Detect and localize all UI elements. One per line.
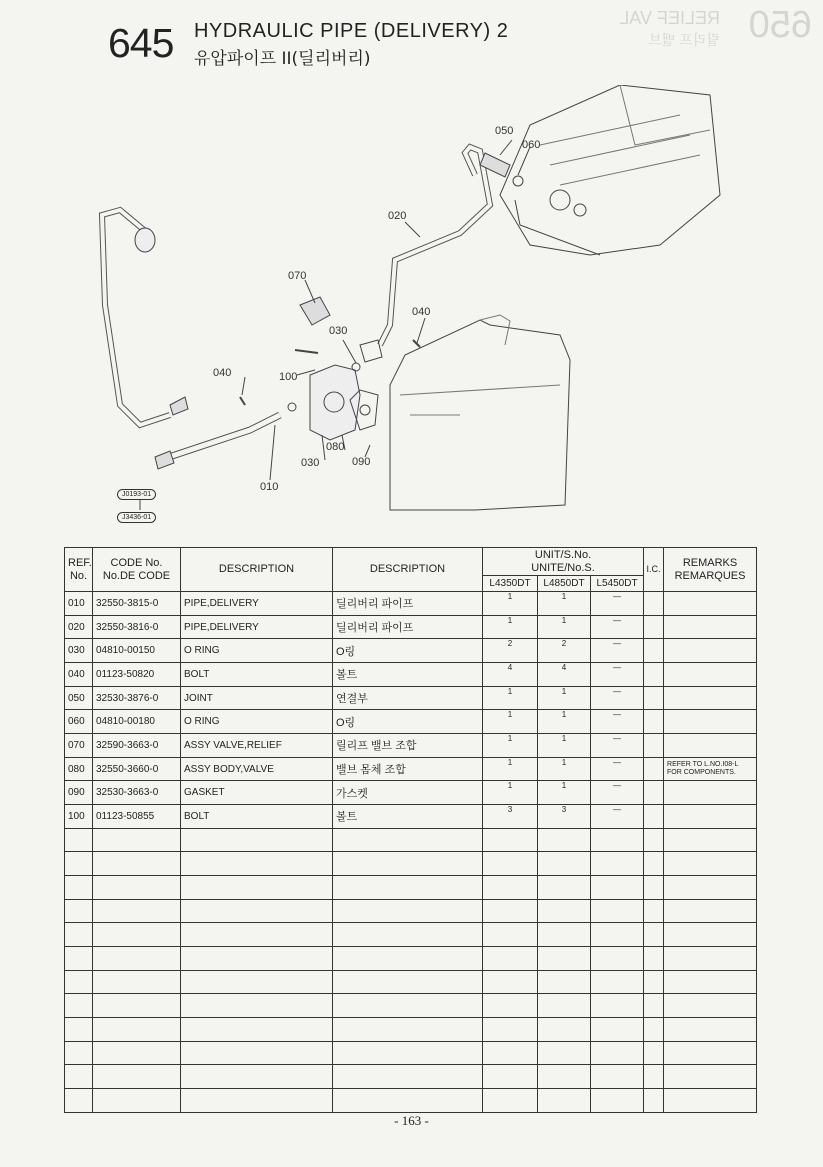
header-model-2: L4850DT bbox=[538, 576, 591, 592]
qty-model-3-cell: — bbox=[591, 592, 644, 616]
table-row bbox=[65, 734, 757, 758]
description-kr-cell bbox=[333, 828, 483, 852]
remarks-cell bbox=[664, 923, 757, 947]
qty-model-3-cell: — bbox=[591, 663, 644, 687]
remarks-cell bbox=[664, 781, 757, 805]
table-row-empty bbox=[65, 876, 757, 900]
table-row-empty bbox=[65, 852, 757, 876]
callout-100: 100 bbox=[279, 371, 298, 383]
description-kr-cell: 밸브 몸체 조합 bbox=[333, 757, 483, 781]
remarks-cell bbox=[664, 757, 757, 781]
qty-model-2-cell bbox=[538, 1065, 591, 1089]
section-number: 645 bbox=[108, 20, 174, 66]
page-subtitle: 유압파이프 II(딜리버리) bbox=[194, 49, 371, 69]
description-kr-cell bbox=[333, 852, 483, 876]
code-cell bbox=[93, 876, 181, 900]
remarks-cell bbox=[664, 994, 757, 1018]
ic-cell bbox=[644, 592, 664, 616]
serial-end-label: J3436-01 bbox=[117, 512, 156, 523]
description-en-cell bbox=[181, 1018, 333, 1042]
remarks-cell bbox=[664, 1018, 757, 1042]
code-cell bbox=[93, 923, 181, 947]
ic-cell bbox=[644, 781, 664, 805]
code-cell: 32530-3876-0 bbox=[93, 686, 181, 710]
qty-model-2-cell: 1 bbox=[538, 757, 591, 781]
description-kr-cell: 연결부 bbox=[333, 686, 483, 710]
code-cell: 32550-3816-0 bbox=[93, 615, 181, 639]
remarks-cell bbox=[664, 615, 757, 639]
table-row-empty bbox=[65, 1065, 757, 1089]
ref-cell: 090 bbox=[65, 781, 93, 805]
description-kr-cell bbox=[333, 1018, 483, 1042]
qty-model-3-cell: — bbox=[591, 734, 644, 758]
remarks-cell bbox=[664, 852, 757, 876]
table-row-empty bbox=[65, 1089, 757, 1113]
description-en-cell bbox=[181, 923, 333, 947]
remarks-line: FOR COMPONENTS. bbox=[667, 769, 736, 777]
callout-070: 070 bbox=[288, 270, 307, 282]
description-en-cell bbox=[181, 1065, 333, 1089]
qty-model-1-cell: 4 bbox=[483, 663, 538, 687]
ref-cell bbox=[65, 1018, 93, 1042]
table-row-empty bbox=[65, 1018, 757, 1042]
qty-model-3-cell bbox=[591, 947, 644, 971]
ghost-page-number: 650 bbox=[748, 4, 812, 46]
ic-cell bbox=[644, 639, 664, 663]
table-row-empty bbox=[65, 1041, 757, 1065]
qty-model-3-cell bbox=[591, 876, 644, 900]
ref-cell bbox=[65, 852, 93, 876]
callout-030-upper: 030 bbox=[329, 325, 348, 337]
qty-model-2-cell bbox=[538, 970, 591, 994]
remarks-cell bbox=[664, 828, 757, 852]
ic-cell bbox=[644, 1065, 664, 1089]
description-en-cell: JOINT bbox=[181, 686, 333, 710]
callout-030-lower: 030 bbox=[301, 457, 320, 469]
ref-cell bbox=[65, 970, 93, 994]
qty-model-1-cell: 1 bbox=[483, 757, 538, 781]
table-row-empty bbox=[65, 970, 757, 994]
qty-model-2-cell: 4 bbox=[538, 663, 591, 687]
qty-model-1-cell bbox=[483, 1065, 538, 1089]
table-row bbox=[65, 592, 757, 616]
remarks-cell bbox=[664, 947, 757, 971]
ic-cell bbox=[644, 876, 664, 900]
ref-cell bbox=[65, 947, 93, 971]
table-row bbox=[65, 639, 757, 663]
description-en-cell bbox=[181, 828, 333, 852]
header-unit: UNIT/S.No. UNITE/No.S. bbox=[483, 548, 644, 576]
qty-model-3-cell: — bbox=[591, 757, 644, 781]
qty-model-3-cell bbox=[591, 1089, 644, 1113]
table-row-empty bbox=[65, 828, 757, 852]
header-description-en: DESCRIPTION bbox=[181, 548, 333, 592]
description-en-cell bbox=[181, 994, 333, 1018]
qty-model-2-cell bbox=[538, 899, 591, 923]
description-en-cell bbox=[181, 899, 333, 923]
callout-060: 060 bbox=[522, 139, 541, 151]
ic-cell bbox=[644, 686, 664, 710]
remarks-cell bbox=[664, 1065, 757, 1089]
qty-model-1-cell bbox=[483, 899, 538, 923]
callout-050: 050 bbox=[495, 125, 514, 137]
description-en-cell: PIPE,DELIVERY bbox=[181, 592, 333, 616]
parts-table bbox=[64, 547, 757, 1113]
ic-cell bbox=[644, 899, 664, 923]
qty-model-1-cell: 1 bbox=[483, 686, 538, 710]
qty-model-2-cell bbox=[538, 828, 591, 852]
code-cell bbox=[93, 852, 181, 876]
qty-model-1-cell bbox=[483, 947, 538, 971]
remarks-line: REFER TO L.NO.I08-L bbox=[667, 761, 739, 769]
qty-model-3-cell bbox=[591, 1041, 644, 1065]
qty-model-3-cell bbox=[591, 1018, 644, 1042]
code-cell: 32550-3660-0 bbox=[93, 757, 181, 781]
description-en-cell bbox=[181, 947, 333, 971]
code-cell bbox=[93, 1018, 181, 1042]
ref-cell: 080 bbox=[65, 757, 93, 781]
ref-cell bbox=[65, 994, 93, 1018]
code-cell bbox=[93, 994, 181, 1018]
ic-cell bbox=[644, 1089, 664, 1113]
qty-model-1-cell bbox=[483, 828, 538, 852]
table-row-empty bbox=[65, 947, 757, 971]
qty-model-2-cell bbox=[538, 1089, 591, 1113]
description-en-cell: O RING bbox=[181, 710, 333, 734]
qty-model-2-cell: 1 bbox=[538, 686, 591, 710]
code-cell bbox=[93, 899, 181, 923]
remarks-cell bbox=[664, 734, 757, 758]
ref-cell bbox=[65, 1089, 93, 1113]
description-kr-cell: 릴리프 밸브 조합 bbox=[333, 734, 483, 758]
exploded-diagram bbox=[60, 85, 765, 535]
ic-cell bbox=[644, 947, 664, 971]
description-en-cell bbox=[181, 876, 333, 900]
qty-model-1-cell bbox=[483, 923, 538, 947]
qty-model-2-cell: 1 bbox=[538, 710, 591, 734]
qty-model-1-cell: 1 bbox=[483, 615, 538, 639]
ref-cell: 070 bbox=[65, 734, 93, 758]
qty-model-2-cell bbox=[538, 852, 591, 876]
description-en-cell: ASSY VALVE,RELIEF bbox=[181, 734, 333, 758]
qty-model-2-cell bbox=[538, 923, 591, 947]
qty-model-1-cell bbox=[483, 994, 538, 1018]
ic-cell bbox=[644, 828, 664, 852]
ic-cell bbox=[644, 710, 664, 734]
ref-cell bbox=[65, 876, 93, 900]
table-row-empty bbox=[65, 899, 757, 923]
table-row-empty bbox=[65, 994, 757, 1018]
ghost-subtitle: 릴리프 밸브 bbox=[648, 32, 720, 48]
qty-model-1-cell: 1 bbox=[483, 781, 538, 805]
code-cell: 04810-00180 bbox=[93, 710, 181, 734]
ref-cell bbox=[65, 1041, 93, 1065]
description-en-cell bbox=[181, 1089, 333, 1113]
qty-model-3-cell: — bbox=[591, 805, 644, 829]
ghost-title: RELIEF VAL bbox=[619, 8, 720, 28]
description-en-cell: BOLT bbox=[181, 663, 333, 687]
description-en-cell bbox=[181, 970, 333, 994]
remarks-cell bbox=[664, 663, 757, 687]
serial-start-label: J0193-01 bbox=[117, 489, 156, 500]
description-kr-cell: 볼트 bbox=[333, 805, 483, 829]
ic-cell bbox=[644, 1041, 664, 1065]
table-row-empty bbox=[65, 923, 757, 947]
description-kr-cell: O링 bbox=[333, 639, 483, 663]
qty-model-1-cell bbox=[483, 852, 538, 876]
header-ref: REF. No. bbox=[65, 548, 93, 592]
callout-010: 010 bbox=[260, 481, 279, 493]
ref-cell: 030 bbox=[65, 639, 93, 663]
table-row bbox=[65, 757, 757, 781]
code-cell: 04810-00150 bbox=[93, 639, 181, 663]
qty-model-3-cell bbox=[591, 970, 644, 994]
remarks-cell bbox=[664, 686, 757, 710]
qty-model-1-cell: 1 bbox=[483, 734, 538, 758]
qty-model-2-cell: 1 bbox=[538, 734, 591, 758]
ic-cell bbox=[644, 970, 664, 994]
callout-090: 090 bbox=[352, 456, 371, 468]
description-kr-cell: O링 bbox=[333, 710, 483, 734]
ref-cell: 010 bbox=[65, 592, 93, 616]
qty-model-1-cell: 1 bbox=[483, 592, 538, 616]
description-kr-cell bbox=[333, 947, 483, 971]
ref-cell bbox=[65, 899, 93, 923]
code-cell bbox=[93, 1041, 181, 1065]
qty-model-3-cell bbox=[591, 899, 644, 923]
remarks-cell bbox=[664, 970, 757, 994]
description-kr-cell: 딜리버리 파이프 bbox=[333, 615, 483, 639]
table-row bbox=[65, 781, 757, 805]
qty-model-2-cell bbox=[538, 994, 591, 1018]
qty-model-3-cell bbox=[591, 923, 644, 947]
ref-cell: 050 bbox=[65, 686, 93, 710]
ref-cell: 040 bbox=[65, 663, 93, 687]
remarks-cell bbox=[664, 1041, 757, 1065]
description-kr-cell bbox=[333, 876, 483, 900]
qty-model-1-cell bbox=[483, 1018, 538, 1042]
page-header bbox=[0, 0, 823, 80]
header-code: CODE No. No.DE CODE bbox=[93, 548, 181, 592]
qty-model-2-cell: 1 bbox=[538, 781, 591, 805]
ic-cell bbox=[644, 615, 664, 639]
qty-model-3-cell: — bbox=[591, 781, 644, 805]
remarks-cell bbox=[664, 1089, 757, 1113]
parts-rows bbox=[65, 592, 757, 1113]
qty-model-3-cell: — bbox=[591, 615, 644, 639]
remarks-cell bbox=[664, 876, 757, 900]
ref-cell: 020 bbox=[65, 615, 93, 639]
description-kr-cell bbox=[333, 1065, 483, 1089]
description-kr-cell bbox=[333, 1041, 483, 1065]
description-kr-cell: 딜리버리 파이프 bbox=[333, 592, 483, 616]
ic-cell bbox=[644, 994, 664, 1018]
page-footer: - 163 - bbox=[394, 1113, 429, 1128]
header-model-3: L5450DT bbox=[591, 576, 644, 592]
callout-040-left: 040 bbox=[213, 367, 232, 379]
qty-model-2-cell: 2 bbox=[538, 639, 591, 663]
header-ic: I.C. bbox=[644, 548, 664, 592]
ic-cell bbox=[644, 734, 664, 758]
code-cell bbox=[93, 1065, 181, 1089]
header-model-1: L4350DT bbox=[483, 576, 538, 592]
qty-model-3-cell: — bbox=[591, 710, 644, 734]
description-en-cell: PIPE,DELIVERY bbox=[181, 615, 333, 639]
qty-model-1-cell: 2 bbox=[483, 639, 538, 663]
callout-040-right: 040 bbox=[412, 306, 431, 318]
description-en-cell: ASSY BODY,VALVE bbox=[181, 757, 333, 781]
ref-cell: 100 bbox=[65, 805, 93, 829]
description-en-cell bbox=[181, 1041, 333, 1065]
description-kr-cell bbox=[333, 994, 483, 1018]
ref-cell bbox=[65, 828, 93, 852]
description-kr-cell bbox=[333, 923, 483, 947]
code-cell: 01123-50855 bbox=[93, 805, 181, 829]
qty-model-2-cell: 1 bbox=[538, 592, 591, 616]
qty-model-1-cell: 3 bbox=[483, 805, 538, 829]
qty-model-1-cell bbox=[483, 1041, 538, 1065]
description-en-cell: BOLT bbox=[181, 805, 333, 829]
callout-020: 020 bbox=[388, 210, 407, 222]
remarks-cell bbox=[664, 639, 757, 663]
qty-model-2-cell: 1 bbox=[538, 615, 591, 639]
code-cell: 01123-50820 bbox=[93, 663, 181, 687]
header-description-kr: DESCRIPTION bbox=[333, 548, 483, 592]
table-row bbox=[65, 805, 757, 829]
table-row bbox=[65, 710, 757, 734]
code-cell: 32530-3663-0 bbox=[93, 781, 181, 805]
qty-model-3-cell: — bbox=[591, 639, 644, 663]
remarks-cell bbox=[664, 805, 757, 829]
callout-080: 080 bbox=[326, 441, 345, 453]
page-title: HYDRAULIC PIPE (DELIVERY) 2 bbox=[194, 20, 509, 42]
table-row bbox=[65, 615, 757, 639]
description-en-cell: O RING bbox=[181, 639, 333, 663]
description-kr-cell: 가스켓 bbox=[333, 781, 483, 805]
qty-model-1-cell bbox=[483, 1089, 538, 1113]
qty-model-1-cell bbox=[483, 876, 538, 900]
qty-model-1-cell: 1 bbox=[483, 710, 538, 734]
code-cell bbox=[93, 947, 181, 971]
description-kr-cell bbox=[333, 1089, 483, 1113]
qty-model-3-cell bbox=[591, 852, 644, 876]
description-kr-cell bbox=[333, 970, 483, 994]
ref-cell bbox=[65, 923, 93, 947]
code-cell: 32550-3815-0 bbox=[93, 592, 181, 616]
ic-cell bbox=[644, 852, 664, 876]
qty-model-2-cell bbox=[538, 1041, 591, 1065]
description-en-cell: GASKET bbox=[181, 781, 333, 805]
ic-cell bbox=[644, 757, 664, 781]
code-cell bbox=[93, 828, 181, 852]
qty-model-3-cell bbox=[591, 1065, 644, 1089]
qty-model-2-cell bbox=[538, 1018, 591, 1042]
table-row bbox=[65, 686, 757, 710]
ic-cell bbox=[644, 663, 664, 687]
remarks-cell bbox=[664, 710, 757, 734]
code-cell bbox=[93, 970, 181, 994]
qty-model-1-cell bbox=[483, 970, 538, 994]
ic-cell bbox=[644, 1018, 664, 1042]
qty-model-2-cell bbox=[538, 947, 591, 971]
code-cell bbox=[93, 1089, 181, 1113]
table-row bbox=[65, 663, 757, 687]
ref-cell bbox=[65, 1065, 93, 1089]
ic-cell bbox=[644, 805, 664, 829]
qty-model-3-cell bbox=[591, 994, 644, 1018]
description-kr-cell bbox=[333, 899, 483, 923]
header-remarks: REMARKS REMARQUES bbox=[664, 548, 757, 592]
qty-model-2-cell bbox=[538, 876, 591, 900]
remarks-cell bbox=[664, 899, 757, 923]
remarks-cell bbox=[664, 592, 757, 616]
ref-cell: 060 bbox=[65, 710, 93, 734]
ic-cell bbox=[644, 923, 664, 947]
qty-model-2-cell: 3 bbox=[538, 805, 591, 829]
qty-model-3-cell: — bbox=[591, 686, 644, 710]
qty-model-3-cell bbox=[591, 828, 644, 852]
description-en-cell bbox=[181, 852, 333, 876]
description-kr-cell: 볼트 bbox=[333, 663, 483, 687]
code-cell: 32590-3663-0 bbox=[93, 734, 181, 758]
